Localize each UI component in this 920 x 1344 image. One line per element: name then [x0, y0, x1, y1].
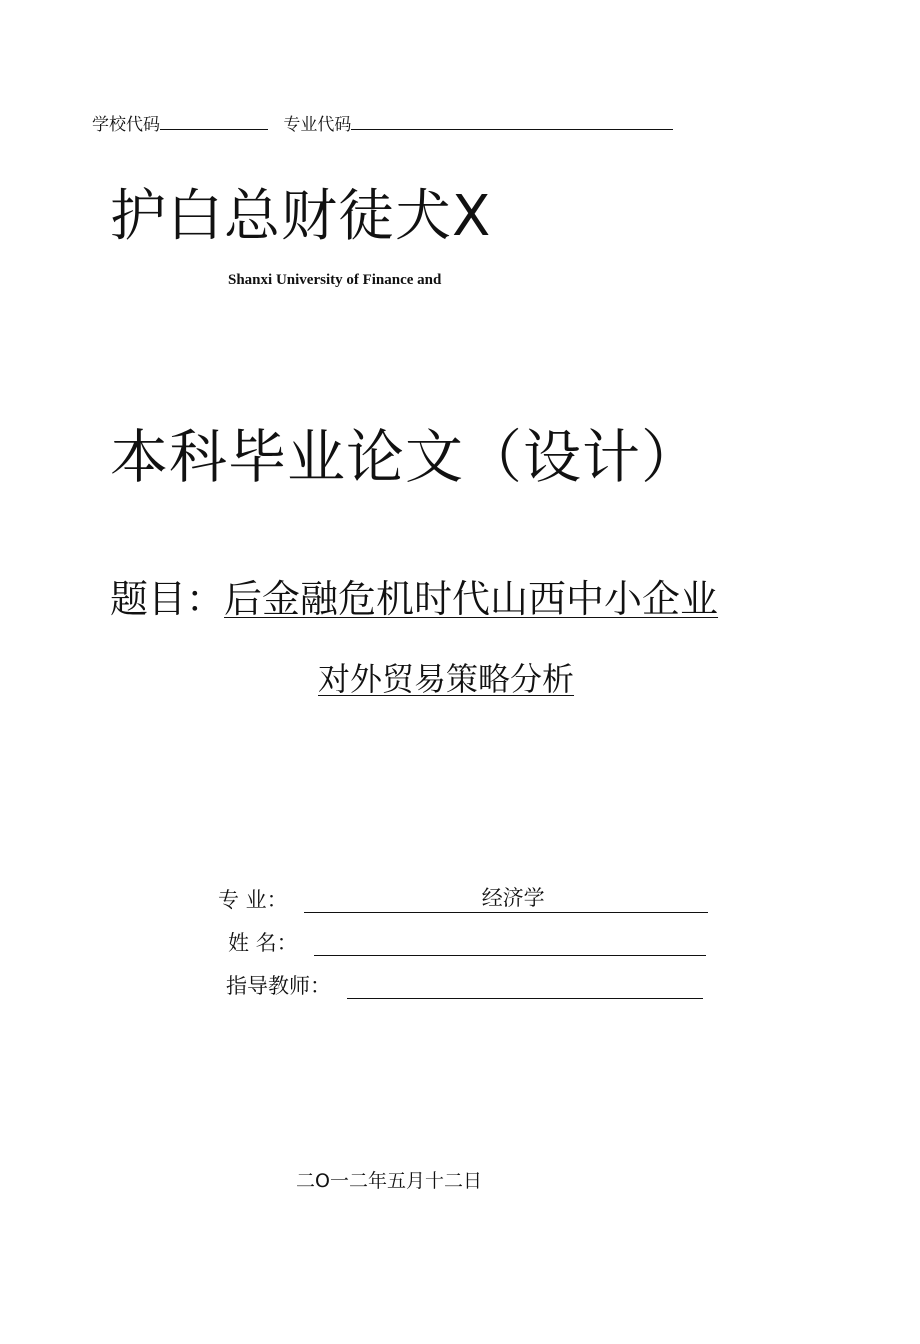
- major-field: [218, 884, 708, 914]
- advisor-label: 指导教师：: [226, 974, 331, 998]
- school-code-label: 学校代码: [92, 115, 160, 135]
- university-english-name: Shanxi University of Finance and: [228, 272, 442, 288]
- title-label: 题目：: [110, 577, 225, 621]
- major-value: 经济学: [481, 886, 545, 910]
- title-text-line2: 对外贸易策略分析: [318, 660, 575, 698]
- name-field: [228, 927, 706, 957]
- title-text-line1: 后金融危机时代山西中小企业: [224, 577, 719, 621]
- advisor-line: [347, 974, 703, 999]
- university-name: 护白总财徒犬X: [110, 184, 492, 249]
- major-label: 专 业：: [218, 888, 288, 912]
- school-code-blank: [160, 115, 268, 130]
- major-code-blank: [351, 115, 673, 130]
- name-label: 姓 名：: [228, 931, 298, 955]
- thesis-title-line1: [110, 568, 718, 623]
- code-header: [92, 110, 673, 135]
- submission-date: 二O一二年五月十二日: [296, 1170, 482, 1192]
- major-line: [304, 888, 708, 913]
- thesis-type-heading: 本科毕业论文（设计）: [110, 423, 701, 491]
- name-line: [314, 931, 706, 956]
- advisor-field: [226, 970, 703, 1000]
- major-code-label: 专业代码: [283, 115, 352, 135]
